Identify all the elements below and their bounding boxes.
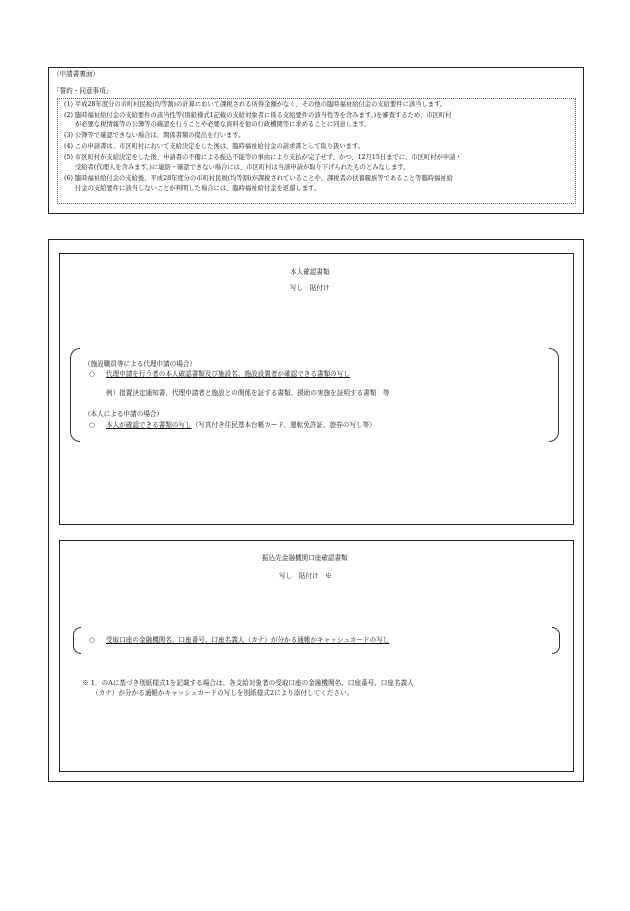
consent-item-2: (2) 臨時福祉給付金の支給要件の該当性等(別紙様式1記載の支給対象者に係る支給要件の該当性等を含みます。)を審査するため、市区町村: [64, 112, 452, 119]
bank-bracket-left: [73, 627, 81, 654]
consent-item-6: (6) 臨時福祉給付金の支給後、平成28年度分の市町村民税(均等割)が課税されていることや、課税者の扶養親族等であること等臨時福祉給: [64, 175, 453, 182]
self-heading: （本人による申請の場合）: [84, 410, 164, 418]
form-back-header: （申請書裏面）: [53, 70, 100, 78]
self-required-docs: [106, 422, 376, 429]
self-circle: ○: [89, 421, 95, 429]
consent-item-3: (3) 公簿等で確認できない場合は、関係書類の提出を行います。: [64, 132, 245, 139]
consent-item-2-cont: が必要な税情報等の公簿等の確認を行うことや必要な資料を他の行政機関等に求めることに同意します。: [75, 121, 371, 128]
self-required-docs-examples: （写真付き住民基本台帳カード、運転免許証、旅券の写し等）: [191, 421, 376, 429]
consent-item-1: (1) 平成28年度分の市町村民税(均等割)の計算において課税される所得金額がなく、その他の臨時福祉給付金の支給要件に該当します。: [64, 101, 447, 108]
bank-note-line1: ※ 1．のAに基づき別紙様式1を記載する場合は、各支給対象者の受取口座の金融機関名、口座番号、口座名義人: [82, 679, 414, 687]
bank-subtitle: 写し 貼付け ※: [279, 572, 332, 580]
identity-bracket-left: [70, 348, 80, 442]
identity-bracket-right: [549, 348, 559, 442]
identity-subtitle: 写し 貼付け: [290, 284, 330, 292]
self-required-docs-underlined: 本人が確認できる書類の写し: [106, 421, 192, 429]
facility-example: 例）措置決定通知書、代理申請者と施設との関係を証する書類、援助の実施を証明する書類 等: [106, 389, 390, 397]
facility-required-docs: 代理申請を行う者の本人確認書類及び施設名、施設設置者が確認できる書類の写し: [106, 370, 350, 378]
bank-bracket-right: [552, 627, 560, 654]
facility-heading: （施設職員等による代理申請の場合）: [84, 360, 197, 368]
consent-item-5: (5) 市区町村が支給決定をした後、申請書の不備による振込不能等の事由により支払が完了せず、かつ、12月15日までに、市区町村が申請・: [64, 154, 462, 161]
bank-title: 振込先金融機関口座確認書類: [262, 554, 348, 562]
consent-item-6-cont: 付金の支給要件に該当しないことが判明した場合には、臨時福祉給付金を返還します。: [75, 185, 321, 192]
facility-circle: ○: [89, 370, 95, 378]
identity-title: 本人確認書類: [290, 268, 330, 276]
bank-required-docs: 受取口座の金融機関名、口座番号、口座名義人（カナ）が分かる通帳かキャッシュカードの写し: [106, 636, 390, 644]
bank-note-line2: （カナ）が分かる通帳かキャッシュカードの写しを別紙様式2により添付してください。: [92, 689, 354, 697]
bank-circle: ○: [89, 636, 95, 644]
consent-item-5-cont: 受給者(代理人を含みます。)に連絡・確認できない場合には、市区町村は当該申請が取り下げられたものとみなします。: [75, 164, 410, 171]
consent-item-4: (4) この申請書は、市区町村において支給決定をした後は、臨時福祉給付金の請求書として取り扱います。: [64, 143, 365, 150]
consent-title: 「誓約・同意事項」: [53, 87, 113, 95]
